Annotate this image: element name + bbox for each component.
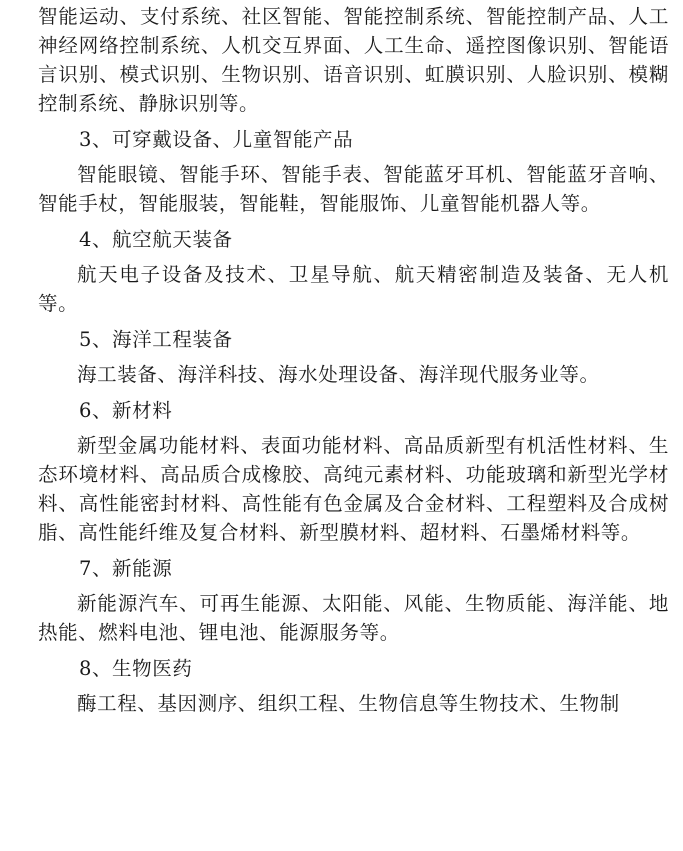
- section-heading-4: 4、航空航天装备: [78, 228, 233, 251]
- section-body-4: 航天电子设备及技术、卫星导航、航天精密制造及装备、无人机等。: [38, 263, 669, 315]
- section-heading-8: 8、生物医药: [78, 657, 193, 680]
- section-heading-3: 3、可穿戴设备、儿童智能产品: [78, 128, 354, 151]
- section-body-8: 酶工程、基因测序、组织工程、生物信息等生物技术、生物制: [77, 692, 620, 715]
- section-body-6: 新型金属功能材料、表面功能材料、高品质新型有机活性材料、生态环境材料、高品质合成橡胶、高纯元素材料、功能玻璃和新型光学材料、高性能密封材料、高性能有色金属及合金材料、工程塑料及合成树脂、高性能纤维及复合材料、新型膜材料、超材料、石墨烯材料等。: [38, 434, 669, 544]
- paragraph-continued: 智能运动、支付系统、社区智能、智能控制系统、智能控制产品、人工神经网络控制系统、人机交互界面、人工生命、遥控图像识别、智能语言识别、模式识别、生物识别、语音识别、虹膜识别、人脸识别、模糊控制系统、静脉识别等。: [38, 5, 669, 115]
- document-page: [0, 2, 683, 851]
- section-heading-5: 5、海洋工程装备: [78, 328, 233, 351]
- section-body-7: 新能源汽车、可再生能源、太阳能、风能、生物质能、海洋能、地热能、燃料电池、锂电池、能源服务等。: [38, 592, 669, 644]
- section-body-5: 海工装备、海洋科技、海水处理设备、海洋现代服务业等。: [77, 363, 600, 386]
- section-heading-6: 6、新材料: [78, 399, 173, 422]
- section-body-3: 智能眼镜、智能手环、智能手表、智能蓝牙耳机、智能蓝牙音响、智能手杖，智能服装，智能鞋，智能服饰、儿童智能机器人等。: [38, 163, 669, 215]
- section-heading-7: 7、新能源: [78, 557, 173, 580]
